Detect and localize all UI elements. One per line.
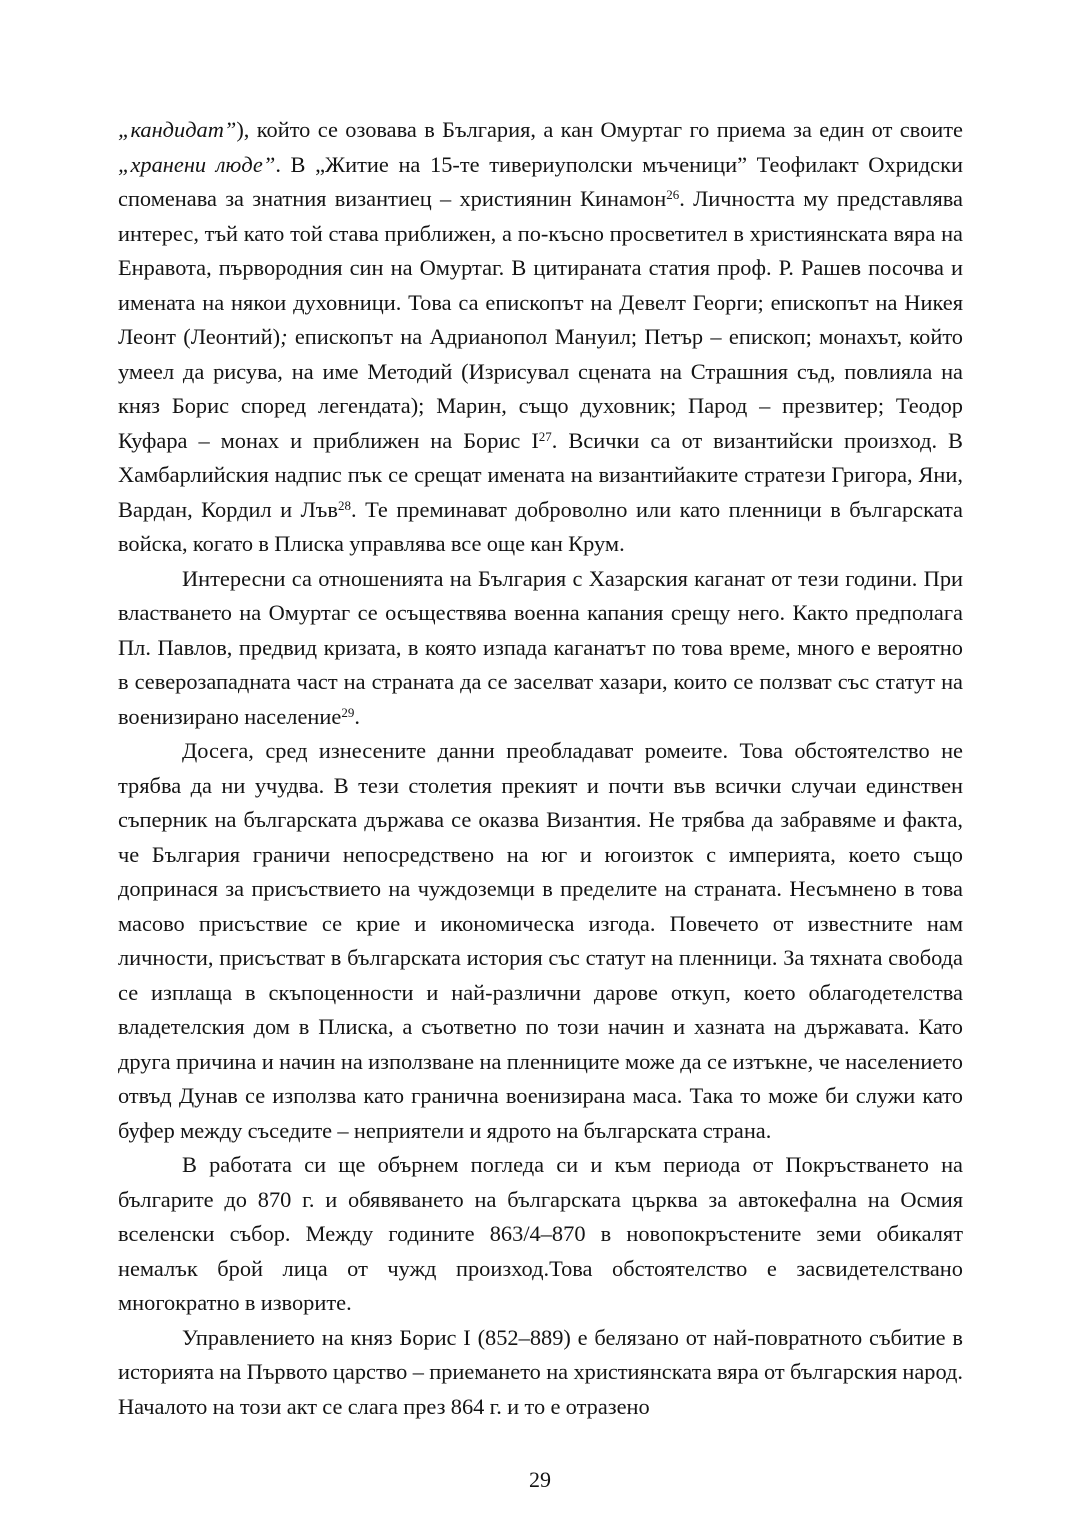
text-run: .: [354, 703, 360, 729]
italic-run: ;: [280, 324, 288, 349]
footnote-ref: 29: [341, 704, 355, 720]
text-run: епископът на Адрианопол Мануил; Петър – епископ; монахът, който умеел да рисува, на име Методий (Изрисувал сцената на Страшния съд, повлияла на княз Борис според легендата); Марин, също духовник; Парод – презвитер; Теодор Куфара – монах и приближен на Борис I: [118, 324, 963, 453]
text-run: В работата си ще обърнем погледа си и към периода от Покръстването на българите до 870 г. и обявяването на българската църква за автокефална на Осмия вселенски събор. Между годините 863/4–870 в новопокръстените земи обикалят немалък брой лица от чужд произход.Това обстоятелство е засвидетелствано многократно в изворите.: [118, 1152, 963, 1315]
text-run: . В „Житие на 15-те тивериуполски мъченици” Теофилакт Охридски споменава за знатния византиец – християнин Кинамон: [118, 151, 963, 211]
italic-run: „кандидат”: [118, 117, 237, 142]
text-run: Досега, сред изнесените данни преобладават ромеите. Това обстоятелство не трябва да ни учудва. В тези столетия прекият и почти във всички случаи единствен съперник на българската държава се оказва Византия. Не трябва да забравяме и факта, че България граничи непосредствено на юг и югоизток с империята, което също допринася за присъствието на чуждоземци в пределите на страната. Несъмнено в това масово присъствие се крие и икономическа изгода. Повечето от известните нам личности, присъстват в българската история със статут на пленници. За тяхната свобода се изплаща в скъпоценности и най-различни дарове откуп, което облагодетелства владетелския дом в Плиска, а съответно по този начин и хазната на държавата. Като друга причина и начин на използване на пленниците може да се изтъкне, че населението отвъд Дунав се използва като гранична военизирана маса. Така то може би служи като буфер между съседите – неприятели и ядрото на българската страна.: [118, 738, 963, 1143]
footnote-ref: 26: [666, 186, 680, 202]
text-run: ), който се озовава в България, а кан Омуртаг го приема за един от своите: [236, 117, 963, 142]
footnote-ref: 28: [337, 497, 351, 513]
paragraph-5: [118, 1321, 963, 1425]
text-run: Интересни са отношенията на България с Хазарския каганат от тези години. При властването на Омуртаг се осъществява военна капания срещу него. Както предполага Пл. Павлов, предвид кризата, в която изпада каганатът по това време, много е вероятно в северозападната част на страната да се заселват хазари, които се ползват със статут на военизирано население: [118, 565, 963, 729]
paragraph-1: [118, 113, 963, 562]
text-run: Управлението на княз Борис I (852–889) е белязано от най-повратното събитие в историята на Първото царство – приемането на християнската вяра от българския народ. Началото на този акт се слага през 864 г. и то е отразено: [118, 1324, 963, 1419]
paragraph-4: [118, 1148, 963, 1321]
text-run: . Те преминават доброволно или като пленници в българската войска, когато в Плиска управлява все още кан Крум.: [118, 496, 963, 556]
paragraph-3: [118, 734, 963, 1148]
footnote-ref: 27: [538, 428, 552, 444]
italic-run: „хранени люде”: [118, 151, 276, 177]
paragraph-2: [118, 562, 963, 735]
page-number: 29: [529, 1467, 551, 1492]
text-run: . Всички са от византийски произход. В Хамбарлийския надпис пък се срещат имената на византийаките стратези Григора, Яни, Вардан, Кордил и Лъв: [118, 427, 963, 522]
text-run: . Личността му представлява интерес, тъй като той става приближен, а по-късно просветител в християнската вяра на Енравота, първородния син на Омуртаг. В цитираната статия проф. Р. Рашев посочва и имената на някои духовници. Това са епископът на Девелт Георги; епископът на Никея Леонт (Леонтий): [118, 186, 963, 349]
page-body: [118, 113, 963, 1424]
